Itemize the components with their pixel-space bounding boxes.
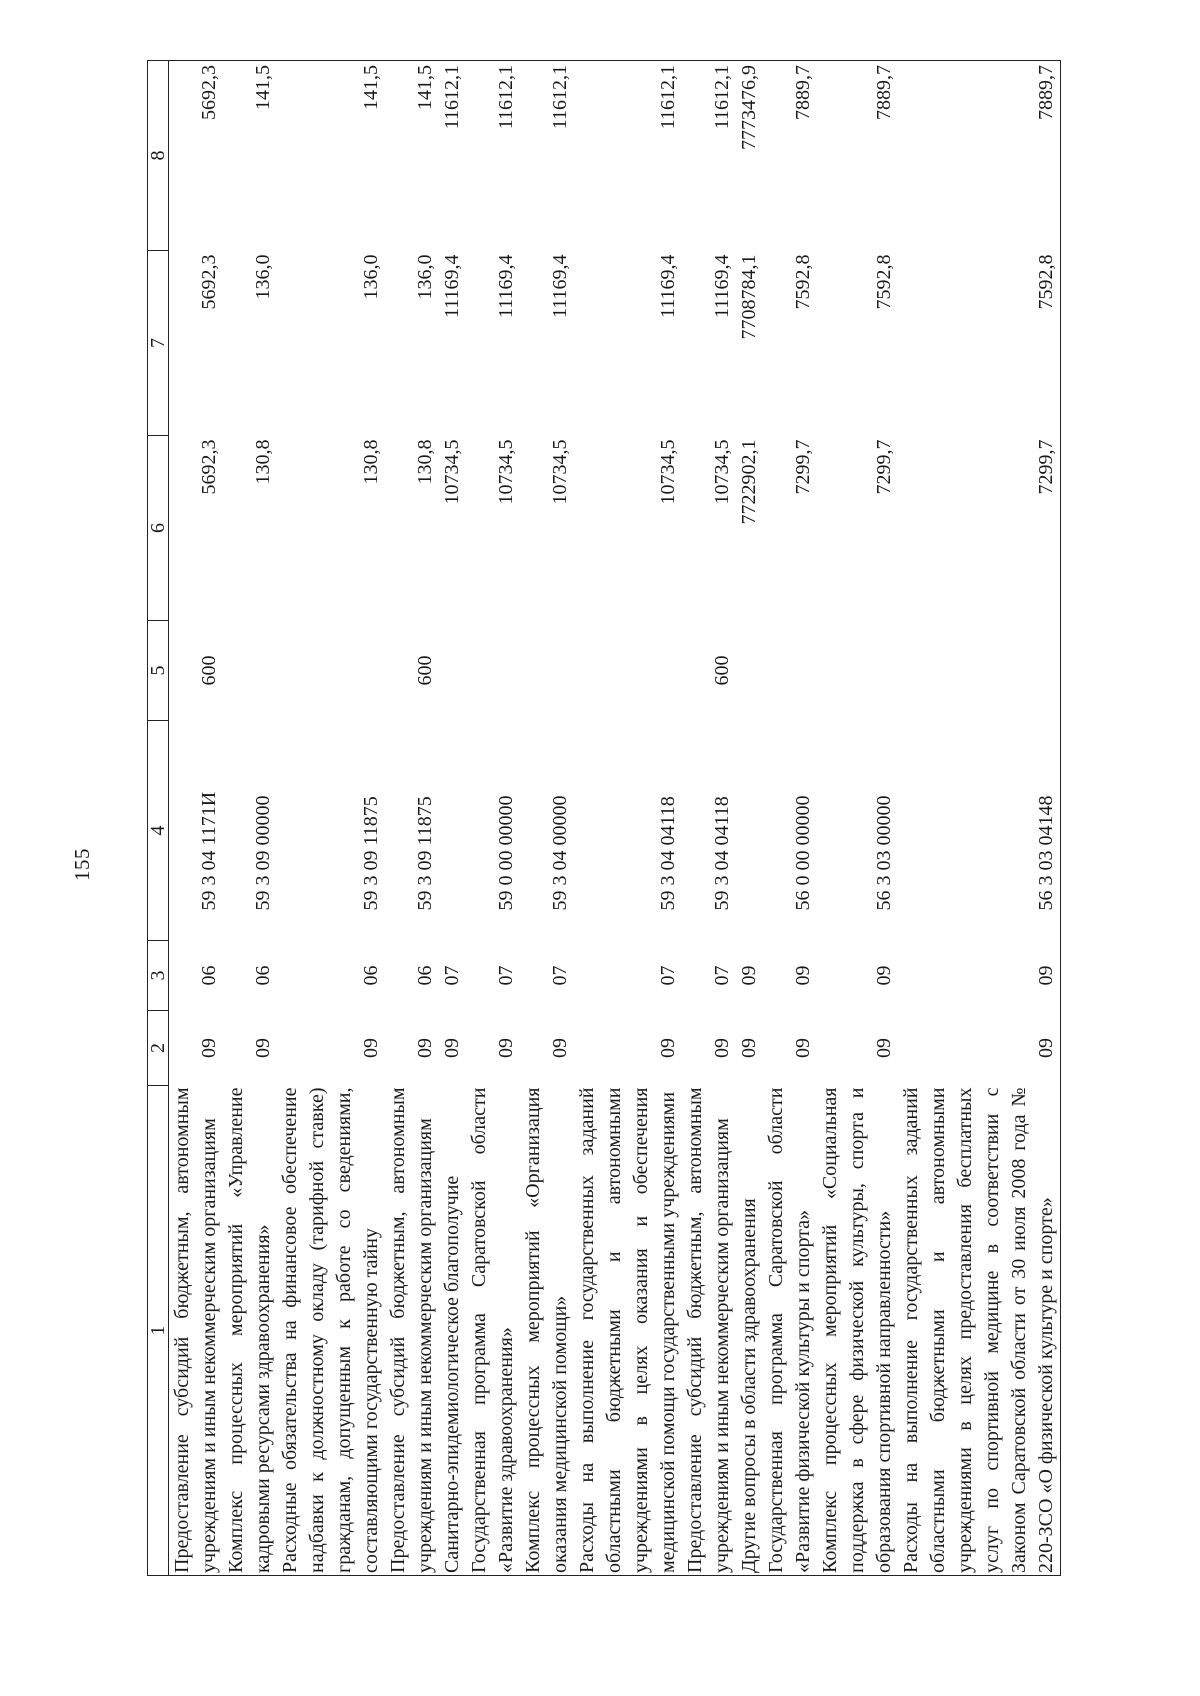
row-col-5 <box>466 621 520 721</box>
row-col-2: 09 <box>657 1038 679 1058</box>
row-name: Предоставление субсидий бюджетным, автономным учреждениям и иным некоммерческим организациям <box>169 1086 224 1576</box>
row-col-4: 59 3 09 11875 <box>414 796 436 911</box>
row-col-3: 06 <box>198 965 220 986</box>
row-name: Комплекс процессных мероприятий «Социальная поддержка в сфере физической культуры, спорта и образования спортивной направленности» <box>817 1086 898 1576</box>
row-col-3: 09 <box>792 965 814 986</box>
row-col-2: 09 <box>898 1011 1061 1086</box>
table-row <box>520 61 574 1576</box>
row-col-2: 09 <box>495 1038 517 1058</box>
table-row <box>466 61 520 1576</box>
row-col-7: 5692,3 <box>198 254 220 310</box>
row-col-7: 7592,8 <box>898 251 1061 436</box>
table-row <box>736 61 763 1576</box>
row-col-5 <box>736 621 763 721</box>
row-col-3: 09 <box>873 965 895 986</box>
row-col-4 <box>439 721 466 941</box>
row-col-8: 11612,1 <box>520 61 574 251</box>
row-col-3: 07 <box>711 965 733 986</box>
row-col-3: 09 <box>898 941 1061 1011</box>
row-col-8: 7889,7 <box>898 61 1061 251</box>
row-col-3: 07 <box>441 965 463 986</box>
row-col-4: 59 3 04 04118 <box>711 796 733 911</box>
column-header-1: 1 <box>148 1086 169 1576</box>
table-row <box>682 61 736 1576</box>
row-col-7: 11169,4 <box>495 254 517 319</box>
row-name: Другие вопросы в области здравоохранения <box>736 1086 763 1576</box>
row-name: Санитарно-эпидемиологическое благополучие <box>439 1086 466 1576</box>
row-col-7: 7592,8 <box>792 254 814 310</box>
row-col-7: 11169,4 <box>549 254 571 319</box>
row-col-5 <box>439 621 466 721</box>
row-col-3: 07 <box>549 965 571 986</box>
row-col-4: 59 0 00 00000 <box>495 795 517 911</box>
table-body <box>169 61 1061 1576</box>
row-col-7: 7708784,1 <box>738 254 760 340</box>
row-col-8: 7773476,9 <box>736 61 763 251</box>
row-col-4: 56 0 00 00000 <box>792 795 814 911</box>
row-name: Расходы на выполнение государственных заданий областными бюджетными и автономными учреждениями в целях оказания и обеспечения медицинской помощи государственными учреждениями <box>574 1086 682 1576</box>
row-col-7: 7592,8 <box>873 254 895 310</box>
row-col-5: 600 <box>711 655 733 686</box>
column-header-7: 7 <box>148 251 169 436</box>
table-row <box>385 61 439 1576</box>
row-col-2: 09 <box>360 1038 382 1058</box>
column-header-8: 8 <box>148 61 169 251</box>
row-col-6: 10734,5 <box>657 439 679 505</box>
row-col-7: 11169,4 <box>441 254 463 319</box>
table-row <box>763 61 817 1576</box>
row-col-4: 56 3 03 00000 <box>873 795 895 911</box>
row-col-8: 141,5 <box>277 61 385 251</box>
row-col-2: 09 <box>252 1038 274 1058</box>
row-name: Расходные обязательства на финансовое обеспечение надбавки к должностному окладу (тарифной ставке) гражданам, допущенным к работе со сведениями, составляющими государственную тайну <box>277 1086 385 1576</box>
row-name: Предоставление субсидий бюджетным, автономным учреждениям и иным некоммерческим организациям <box>385 1086 439 1576</box>
row-col-6: 7299,7 <box>792 439 814 495</box>
row-name: Комплекс процессных мероприятий «Организация оказания медицинской помощи» <box>520 1086 574 1576</box>
row-col-4: 59 3 09 00000 <box>252 795 274 911</box>
row-col-8: 7889,7 <box>817 61 898 251</box>
row-col-8: 11612,1 <box>682 61 736 251</box>
row-col-4: 59 3 04 1171И <box>198 791 220 911</box>
column-header-4: 4 <box>148 721 169 941</box>
row-col-6: 10734,5 <box>495 439 517 505</box>
row-col-7: 136,0 <box>252 254 274 300</box>
row-col-5 <box>574 621 682 721</box>
row-col-2: 09 <box>198 1038 220 1058</box>
column-header-2: 2 <box>148 1011 169 1086</box>
row-col-5: 600 <box>198 655 220 686</box>
row-col-2: 09 <box>711 1038 733 1058</box>
row-col-6: 10734,5 <box>549 439 571 505</box>
table-row <box>277 61 385 1576</box>
row-col-5 <box>520 621 574 721</box>
row-col-5 <box>763 621 817 721</box>
row-col-7: 136,0 <box>360 254 382 300</box>
row-name: Расходы на выполнение государственных заданий областными бюджетными и автономными учреждениями в целях предоставления бесплатных услуг по спортивной медицине в соответствии с Законом Саратовской области от 30 июля 2008 года № 220-ЗСО «О физической культуре и спорте» <box>898 1086 1061 1576</box>
row-col-4: 56 3 03 04148 <box>898 721 1061 941</box>
row-col-8: 11612,1 <box>466 61 520 251</box>
table-row <box>169 61 224 1576</box>
row-col-8: 11612,1 <box>574 61 682 251</box>
row-col-5 <box>223 621 277 721</box>
row-col-6: 10734,5 <box>441 439 463 505</box>
column-header-row <box>148 61 169 1576</box>
table-row <box>223 61 277 1576</box>
row-name: Предоставление субсидий бюджетным, автономным учреждениям и иным некоммерческим организациям <box>682 1086 736 1576</box>
column-header-3: 3 <box>148 941 169 1011</box>
row-col-6: 130,8 <box>252 439 274 485</box>
row-col-2: 09 <box>414 1038 436 1058</box>
row-name: Государственная программа Саратовской области «Развитие здравоохранения» <box>466 1086 520 1576</box>
row-col-5 <box>277 621 385 721</box>
row-col-6: 7299,7 <box>898 436 1061 621</box>
table-row <box>898 61 1061 1576</box>
row-col-5 <box>817 621 898 721</box>
row-col-3: 06 <box>414 965 436 986</box>
row-col-3: 07 <box>495 965 517 986</box>
row-col-5 <box>898 621 1061 721</box>
row-col-5: 600 <box>414 655 436 686</box>
row-col-6: 130,8 <box>414 439 436 485</box>
row-col-2: 09 <box>738 1038 760 1058</box>
row-name: Комплекс процессных мероприятий «Управление кадровыми ресурсами здравоохранения» <box>223 1086 277 1576</box>
row-col-8: 11612,1 <box>439 61 466 251</box>
table-row <box>574 61 682 1576</box>
row-col-4: 59 3 04 04118 <box>657 796 679 911</box>
row-col-2: 09 <box>792 1038 814 1058</box>
row-col-6: 7722902,1 <box>738 439 760 525</box>
row-col-8: 5692,3 <box>169 61 224 251</box>
column-header-5: 5 <box>148 621 169 721</box>
row-col-7: 11169,4 <box>657 254 679 319</box>
column-header-6: 6 <box>148 436 169 621</box>
row-col-3: 07 <box>657 965 679 986</box>
row-col-2: 09 <box>441 1038 463 1058</box>
row-col-7: 11169,4 <box>711 254 733 319</box>
row-col-6: 5692,3 <box>198 439 220 495</box>
row-col-4 <box>736 721 763 941</box>
row-col-8: 141,5 <box>385 61 439 251</box>
row-col-6: 130,8 <box>360 439 382 485</box>
budget-table <box>147 60 1061 1576</box>
row-col-2: 09 <box>549 1038 571 1058</box>
table-row <box>817 61 898 1576</box>
row-name: Государственная программа Саратовской области «Развитие физической культуры и спорта» <box>763 1086 817 1576</box>
row-col-8: 141,5 <box>223 61 277 251</box>
page-number: 155 <box>70 848 94 881</box>
row-col-4: 59 3 04 00000 <box>549 795 571 911</box>
row-col-3: 06 <box>360 965 382 986</box>
row-col-6: 10734,5 <box>711 439 733 505</box>
row-col-6: 7299,7 <box>873 439 895 495</box>
row-col-2: 09 <box>873 1038 895 1058</box>
row-col-3: 09 <box>738 965 760 986</box>
table-row <box>439 61 466 1576</box>
row-col-3: 06 <box>252 965 274 986</box>
row-col-4: 59 3 09 11875 <box>360 796 382 911</box>
row-col-7: 136,0 <box>414 254 436 300</box>
row-col-8: 7889,7 <box>763 61 817 251</box>
